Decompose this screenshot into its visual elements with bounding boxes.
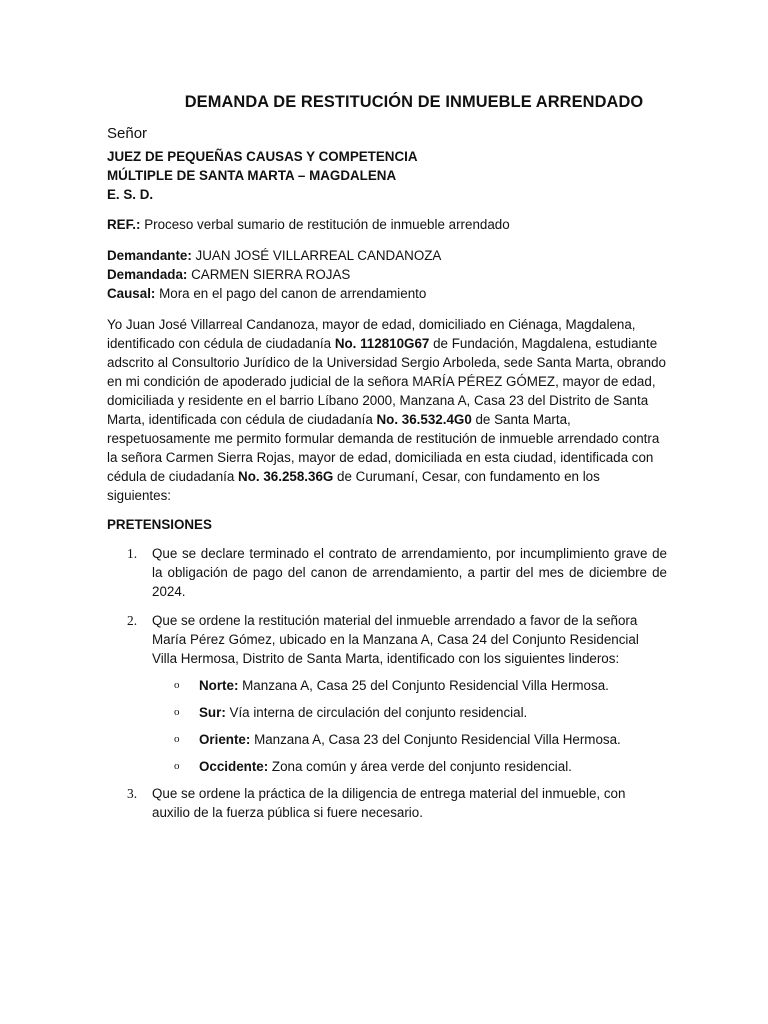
lindero-label: Oriente: [199,732,251,747]
pretension-text: Que se declare terminado el contrato de arrendamiento, por incumplimiento grave de la obligación de pago del canon de arrendamiento, a partir del mes de diciembre de 2024. [152,546,667,599]
hollow-bullet-icon: o [174,760,180,772]
pretension-number: 2. [127,613,138,628]
reference-label: REF.: [107,217,141,232]
addressee-block [107,125,667,204]
lindero-sur [152,703,667,722]
lindero-text: Manzana A, Casa 23 del Conjunto Residencial Villa Hermosa. [250,732,621,747]
reference-text: Proceso verbal sumario de restitución de inmueble arrendado [140,217,510,232]
intro-text-4: de Curumaní, Cesar, con fundamento en los siguientes: [107,469,600,503]
demandante-line [107,246,667,265]
addressee-line-esd: E. S. D. [107,187,154,202]
salutation: Señor [107,125,148,142]
pretension-item-1 [107,544,667,601]
pretension-item-3 [107,784,667,822]
lindero-oriente [152,730,667,749]
linderos-list [152,676,667,776]
pretensiones-heading: PRETENSIONES [107,517,212,532]
causal-label: Causal: [107,286,156,301]
intro-paragraph [107,315,667,505]
reference-line [107,216,667,234]
id-number-demandada: No. 36.258.36G [238,469,334,484]
document-body [107,125,667,822]
id-number-demandante: No. 112810G67 [334,336,430,351]
pretension-text: Que se ordene la restitución material del inmueble arrendado a favor de la señora María Pérez Gómez, ubicado en la Manzana A, Casa 24 del Conjunto Residencial Villa Hermosa, Distrito de Santa Marta, identificado con los siguientes linderos: [152,613,639,666]
pretension-number: 1. [127,546,138,561]
demandante-value: JUAN JOSÉ VILLARREAL CANDANOZA [191,248,442,263]
hollow-bullet-icon: o [174,679,180,691]
lindero-text: Vía interna de circulación del conjunto residencial. [225,705,528,720]
lindero-text: Manzana A, Casa 25 del Conjunto Residencial Villa Hermosa. [238,678,609,693]
id-number-mandante: No. 36.532.4G0 [376,412,472,427]
addressee-line-court: MÚLTIPLE DE SANTA MARTA – MAGDALENA [107,168,397,183]
demandante-label: Demandante: [107,248,192,263]
lindero-norte [152,676,667,695]
pretension-text: Que se ordene la práctica de la diligencia de entrega material del inmueble, con auxilio de la fuerza pública si fuere necesario. [152,786,626,820]
hollow-bullet-icon: o [174,733,180,745]
lindero-label: Occidente: [199,759,269,774]
intro-text-2: de Fundación, Magdalena, estudiante adscrito al Consultorio Jurídico de la Universidad Sergio Arboleda, sede Santa Marta, obrando en mi condición de apoderado judicial de la señora MARÍA PÉREZ GÓMEZ, mayor de edad, domiciliada y residente en el barrio Líbano 2000, Manzana A, Casa 23 del Distrito de Santa Marta, identificada con cédula de ciudadanía [107,336,667,427]
intro-text-3: de Santa Marta, respetuosamente me permito formular demanda de restitución de inmueble arrendado contra la señora Carmen Sierra Rojas, mayor de edad, domiciliada en esta ciudad, identificada con cédula de ciudadanía [107,412,660,484]
lindero-occidente [152,757,667,776]
lindero-text: Zona común y área verde del conjunto residencial. [268,759,572,774]
pretensiones-list [107,544,667,822]
demandada-value: CARMEN SIERRA ROJAS [187,267,351,282]
hollow-bullet-icon: o [174,706,180,718]
demandada-label: Demandada: [107,267,188,282]
causal-line [107,284,667,303]
lindero-label: Sur: [199,705,226,720]
parties-block [107,246,667,303]
document-title: DEMANDA DE RESTITUCIÓN DE INMUEBLE ARRENDADO [184,93,644,111]
intro-text-1: Yo Juan José Villarreal Candanoza, mayor de edad, domiciliado en Ciénaga, Magdalena, identificado con cédula de ciudadanía [107,317,636,351]
causal-value: Mora en el pago del canon de arrendamiento [155,286,427,301]
addressee-line-judge: JUEZ DE PEQUEÑAS CAUSAS Y COMPETENCIA [107,149,418,164]
lindero-label: Norte: [199,678,239,693]
pretension-number: 3. [127,786,138,801]
pretension-item-2 [107,611,667,776]
demandada-line [107,265,667,284]
